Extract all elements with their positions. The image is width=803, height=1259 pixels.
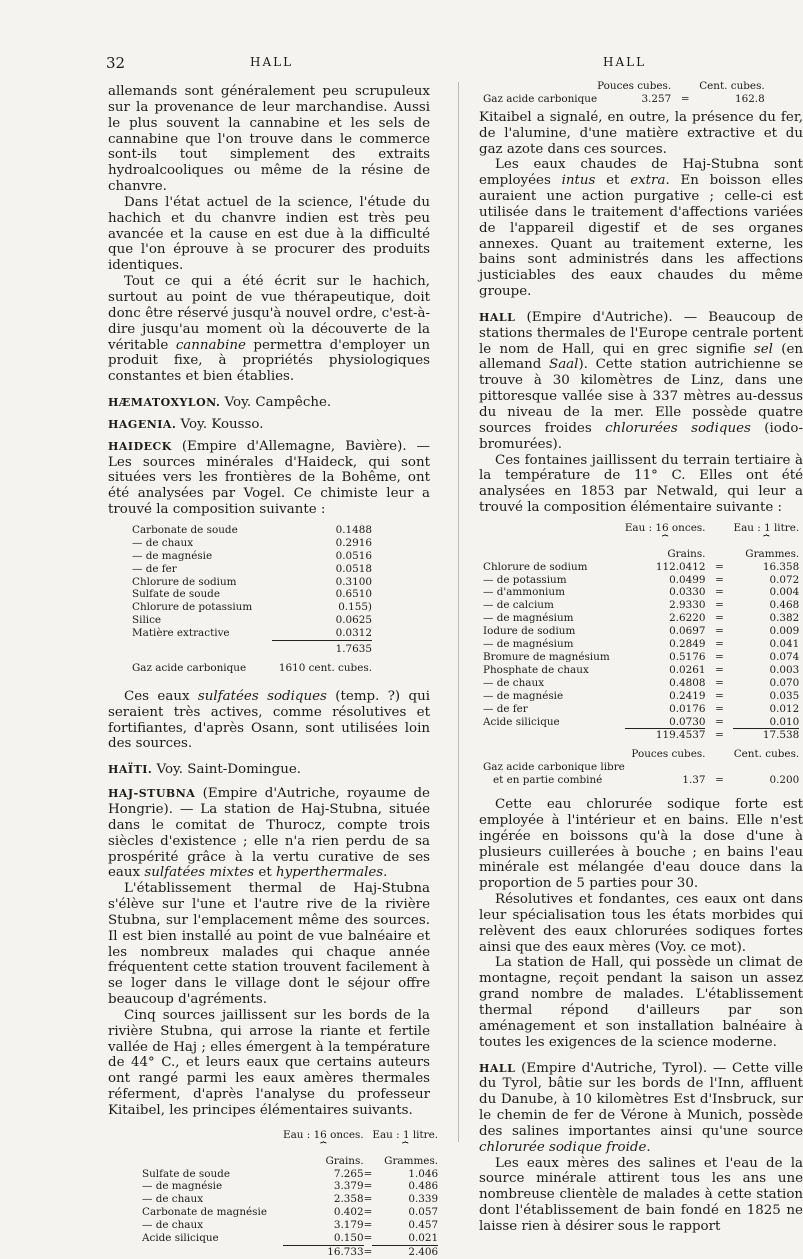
row-value: 112.0412 [655, 560, 706, 573]
table-row [483, 625, 799, 638]
row-label: Acide silicique [483, 715, 560, 728]
entry-heading: HÆMATOXYLON. [108, 396, 221, 410]
column-divider [458, 82, 459, 1142]
row-value: 0.0312 [335, 627, 372, 640]
row-value: 0.2916 [335, 536, 372, 549]
row-value: 0.0730 [669, 715, 706, 728]
paragraph: Ces eaux sulfatées sodiques (temp. ?) qui seraient très actives, comme résolutives et fortifiantes, d'après Osann, sont utilisées loin des sources. [108, 688, 431, 752]
row-value: 0.035 [769, 689, 800, 702]
equals-sign: = [363, 1232, 373, 1245]
composition-table-hall: Eau : 16 onces. Eau : 1 litre. ⏞ ⏞ Grains. Grammes. Chlorure de sodium 112.0412 = 16.358 — de potassium 0.0499 = 0.072 — d'ammonium 0.0330 = 0.004 — de calcium 2.9330 = 0.468 — de magnésium 2.6220 = 0.382 Iodure de sodium 0.0697 = 0.009 — de magnésium 0.2849 = 0.041 Bromure de magnésium 0.5176 = 0.074 Phosphate de chaux 0.0261 = 0.003 — de chaux 0.4808 = 0.070 — de magnésie 0.2419 = 0.035 — de fer 0.0176 = 0.012 Acide silicique 0.0730 = 0.010 119.4537 = 17.538 Pouces cubes. Cent. cubes. Gaz acide carbonique libre et en partie combiné 1.37 = 0.200 [483, 521, 800, 787]
row-label: — de fer [132, 562, 177, 575]
row-label: Bromure de magnésium [483, 650, 610, 663]
table-row [483, 716, 799, 729]
table-row [483, 612, 799, 625]
paragraph: allemands sont généralement peu scrupuleux sur la provenance de leur marchandise. Aussi le plus souvent la cannabine et les sels de cannabine que l'on trouve dans le commerce sont-ils tout simplement des extraits hydroalcooliques ou même de la résine de chanvre. [108, 84, 430, 195]
row-value: 0.0518 [335, 562, 372, 575]
equals-sign: = [363, 1193, 373, 1206]
table-row [142, 1206, 438, 1219]
right-column [479, 80, 803, 1235]
entry-heading: HAÏTI. [108, 763, 153, 777]
row-value: 0.1488 [335, 523, 372, 536]
equals-sign: = [715, 638, 724, 651]
row-value: 0.004 [769, 586, 800, 599]
row-label: — de magnésie [483, 689, 564, 702]
row-value: 0.5176 [669, 650, 706, 663]
equals-sign: = [715, 676, 724, 689]
row-value: 0.0516 [335, 549, 372, 562]
equals-sign: = [715, 573, 724, 586]
paragraph: Les eaux chaudes de Haj-Stubna sont employées intus et extra. En boisson elles auraient une action purgative ; celle-ci est utilisée dans le traitement d'affections variées de l'appareil digestif et de ses organes annexes. Quant au traitement externe, les bains sont administrés dans les affections justiciables des eaux chaudes du même groupe. [479, 157, 803, 300]
equals-sign: = [715, 650, 724, 663]
table-row [142, 1219, 438, 1232]
table-row [132, 537, 372, 550]
row-value: 0.6510 [335, 588, 372, 601]
row-label: — de calcium [483, 599, 554, 612]
row-value: 2.6220 [669, 612, 706, 625]
row-label: — de chaux [142, 1193, 204, 1206]
row-value: 0.041 [769, 638, 800, 651]
table-row [483, 586, 799, 599]
paragraph: Tout ce qui a été écrit sur le hachich, surtout au point de vue thérapeutique, doit donc être réservé jusqu'à nouvel ordre, c'est-à-dire jusqu'au moment où la découverte de la véritable cannabine permettra d'employer un produit fixe, à propriétés physiologiques constantes et bien établies. [108, 274, 430, 385]
row-value: 0.3100 [335, 575, 372, 588]
row-label: — de chaux [142, 1219, 204, 1232]
row-value: 16.358 [762, 560, 800, 573]
row-value: 0.0176 [669, 702, 706, 715]
table-total: 2.406 [372, 1246, 438, 1259]
entry-heading: HALL [479, 310, 516, 324]
paragraph: Dans l'état actuel de la science, l'étude du hachich et du chanvre indien est très peu avancée et la cause en est due à la difficulté que l'on éprouve à se procurer des produits identiques. [108, 194, 430, 274]
equals-sign: = [715, 586, 724, 599]
table-total: 1.7635 [272, 641, 372, 656]
row-value: 0.402 [333, 1206, 364, 1219]
row-value: 0.057 [408, 1206, 439, 1219]
row-label: — de chaux [132, 536, 194, 549]
composition-table-haj-stubna: Eau : 16 onces. Eau : 1 litre. ⏞ ⏞ Grains. Grammes. Sulfate de soude 7.265 = 1.046 — de magnésie 3.379 = 0.486 — de chaux 2.358 = 0.339 Carbonate de magnésie 0.402 = 0.057 — de chaux 3.179 = 0.457 Acide silicique 0.150 = 0.021 16.733 = 2.406 [142, 1128, 439, 1258]
row-value: 0.0330 [669, 586, 706, 599]
table-row [132, 576, 372, 589]
page-number: 32 [106, 54, 126, 72]
entry-haj-stubna: HAJ-STUBNA (Empire d'Autriche, royaume de Hongrie). — La station de Haj-Stubna, située dans le comitat de Thurocz, compte trois siècles d'existence ; elle n'a rien perdu de sa prospérité grâce à la vertu curative de ses eaux sulfatées mixtes et hyperthermales. [108, 786, 430, 881]
row-value: 0.003 [769, 663, 800, 676]
entry-haiti: HAÏTI. Voy. Saint-Domingue. [108, 762, 302, 778]
equals-sign: = [363, 1219, 373, 1232]
row-label: Sulfate de soude [132, 588, 220, 601]
table-row [483, 677, 799, 690]
row-value: 0.0261 [669, 663, 706, 676]
table-row [132, 588, 372, 601]
row-label: Silice [132, 614, 162, 627]
row-value: 0.012 [769, 702, 800, 715]
table-row [132, 627, 372, 640]
row-value: 0.0697 [669, 625, 706, 638]
paragraph: Cette eau chlorurée sodique forte est employée à l'intérieur et en bains. Elle n'est ingérée en boissons qu'à la dose d'une à plusieurs cuillerées à bouche ; en bains l'eau minérale est mélangée d'eau douce dans la proportion de 5 parties pour 30. [479, 797, 803, 892]
entry-haideck: HAIDECK (Empire d'Allemagne, Bavière). — Les sources minérales d'Haideck, qui sont situées vers les frontières de la Bohême, ont été analysées par Vogel. Ce chimiste leur a trouvé la composition suivante : [108, 438, 430, 518]
left-column [108, 84, 439, 1259]
paragraph: Résolutives et fondantes, ces eaux ont dans leur spécialisation tous les états morbides qui relèvent des eaux chlorurées sodiques fortes ainsi que des eaux mères (Voy. ce mot). [479, 892, 803, 955]
paragraph: L'établissement thermal de Haj-Stubna s'élève sur l'une et l'autre rive de la rivière Stubna, sur l'emplacement même des sources. Il est bien installé au point de vue balnéaire et les nombreux malades qui chaque année fréquentent cette station trouvent facilement à se loger dans le village dont le séjour offre beaucoup d'agréments. [108, 881, 430, 1008]
table-row [142, 1193, 438, 1206]
row-label: — de chaux [483, 676, 545, 689]
gas-label: Gaz acide carbonique [132, 662, 247, 674]
row-label: — de magnésie [142, 1180, 223, 1193]
table-total: 119.4537 [625, 729, 706, 742]
row-value: 0.074 [769, 650, 800, 663]
table-row [142, 1168, 438, 1181]
entry-hall-tyrol: HALL (Empire d'Autriche, Tyrol). — Cette ville du Tyrol, bâtie sur les bords de l'Inn, affluent du Danube, à 10 kilomètres Est d'Insbruck, sur le chemin de fer de Vérone à Munich, possède des salines importantes ainsi qu'une source chlorurée sodique froide. [479, 1060, 803, 1155]
row-label: — de potassium [483, 573, 567, 586]
row-value: 2.9330 [669, 599, 706, 612]
table-row [483, 703, 799, 716]
paragraph: Cinq sources jaillissent sur les bords de la rivière Stubna, qui arrose la riante et fertile vallée de Haj ; elles émergent à la température de 44° C., et leurs eaux que certains auteurs ont rangé parmi les eaux amères thermales réferment, d'après l'analyse du professeur Kitaibel, les principes élémentaires suivants. [108, 1007, 430, 1118]
table-total: 17.538 [733, 729, 799, 742]
table-row [132, 563, 372, 576]
paragraph: Ces fontaines jaillissent du terrain tertiaire à la température de 11° C. Elles ont été analysées en 1853 par Netwald, qui leur a trouvé la composition élémentaire suivante : [479, 452, 803, 516]
equals-sign: = [363, 1206, 373, 1219]
table-row [483, 599, 799, 612]
entry-hall-autriche: HALL (Empire d'Autriche). — Beaucoup de stations thermales de l'Europe centrale portent le nom de Hall, qui en grec signifie sel (en allemand Saal). Cette station autrichienne se trouve à 30 kilomètres de Linz, dans une pittoresque vallée sise à 337 mètres au-dessus du niveau de la mer. Elle possède quatre sources froides chlorurées sodiques (iodo-bromurées). [479, 309, 803, 452]
row-value: 2.358 [333, 1193, 364, 1206]
row-label: Matière extractive [132, 627, 230, 640]
row-label: Chlorure de potassium [132, 601, 253, 614]
row-value: 0.155) [338, 601, 372, 614]
equals-sign: = [715, 715, 724, 728]
row-value: 0.486 [408, 1180, 439, 1193]
row-label: Acide silicique [142, 1232, 219, 1245]
row-value: 0.339 [408, 1193, 439, 1206]
equals-sign: = [715, 599, 724, 612]
row-label: Sulfate de soude [142, 1167, 230, 1180]
paragraph: Les eaux mères des salines et l'eau de la source minérale attirent tous les ans une nombreuse clientèle de malades à cette station dont l'établissement de bain fondé en 1825 ne laisse rien à désirer sous le rapport [479, 1155, 803, 1234]
row-value: 0.4808 [669, 676, 706, 689]
table-row [132, 601, 372, 614]
row-value: 0.010 [769, 715, 800, 728]
row-value: 0.072 [769, 573, 800, 586]
row-value: 1.046 [408, 1167, 439, 1180]
entry-heading: HALL [479, 1061, 516, 1075]
gas-table-haj-stubna: Pouces cubes. Cent. cubes. Gaz acide carbonique 3.257 = 162.8 [483, 80, 765, 105]
equals-sign: = [715, 663, 724, 676]
paragraph: Kitaibel a signalé, en outre, la présence du fer, de l'alumine, d'une matière extractive et du gaz azote dans ces sources. [479, 109, 803, 157]
row-label: — de fer [483, 702, 528, 715]
row-value: 0.150 [333, 1232, 364, 1245]
row-value: 0.2849 [669, 638, 706, 651]
row-label: Phosphate de chaux [483, 663, 589, 676]
row-label: Iodure de sodium [483, 625, 576, 638]
table-row [132, 524, 372, 537]
equals-sign: = [715, 612, 724, 625]
row-label: Carbonate de magnésie [142, 1206, 267, 1219]
row-label: — de magnésium [483, 638, 574, 651]
table-row [483, 574, 799, 587]
entry-heading: HAJ-STUBNA [108, 787, 196, 801]
row-value: 0.021 [408, 1232, 439, 1245]
row-value: 0.457 [408, 1219, 439, 1232]
running-head-right: HALL [603, 55, 647, 69]
row-value: 0.2419 [669, 689, 706, 702]
running-head-left: HALL [250, 55, 294, 69]
table-row [483, 664, 799, 677]
equals-sign: = [363, 1180, 373, 1193]
table-row [132, 614, 372, 627]
table-row [483, 561, 799, 574]
table-row [483, 651, 799, 664]
row-value: 0.070 [769, 676, 800, 689]
equals-sign: = [715, 625, 724, 638]
row-label: Carbonate de soude [132, 523, 238, 536]
row-label: Chlorure de sodium [483, 560, 588, 573]
row-value: 7.265 [333, 1167, 364, 1180]
equals-sign: = [715, 560, 724, 573]
paragraph: La station de Hall, qui possède un climat de montagne, reçoit pendant la saison un assez grand nombre de malades. L'établissement thermal répond d'ailleurs par son aménagement et son installation balnéaire à toutes les exigences de la science moderne. [479, 955, 803, 1050]
entry-heading: HAIDECK [108, 439, 172, 453]
entry-heading: HAGENIA. [108, 417, 177, 431]
row-value: 0.382 [769, 612, 800, 625]
gas-value: 1610 cent. cubes. [278, 662, 372, 674]
equals-sign: = [715, 689, 724, 702]
row-value: 0.009 [769, 625, 800, 638]
table-row [483, 638, 799, 651]
row-value: 3.179 [333, 1219, 364, 1232]
table-row [142, 1180, 438, 1193]
entry-hagenia: HAGENIA. Voy. Kousso. [108, 416, 264, 432]
table-row [142, 1232, 438, 1245]
table-row [483, 690, 799, 703]
row-value: 0.0625 [335, 614, 372, 627]
composition-table-haideck [132, 524, 372, 675]
entry-haematoxylon: HÆMATOXYLON. Voy. Campêche. [108, 395, 332, 411]
row-label: — de magnésie [132, 549, 213, 562]
row-value: 0.0499 [669, 573, 706, 586]
equals-sign: = [715, 702, 724, 715]
row-label: — de magnésium [483, 612, 574, 625]
table-total: 16.733 [283, 1246, 364, 1259]
row-label: Chlorure de sodium [132, 575, 237, 588]
equals-sign: = [363, 1167, 373, 1180]
table-row [132, 550, 372, 563]
row-value: 0.468 [769, 599, 800, 612]
row-value: 3.379 [333, 1180, 364, 1193]
row-label: — d'ammonium [483, 586, 565, 599]
